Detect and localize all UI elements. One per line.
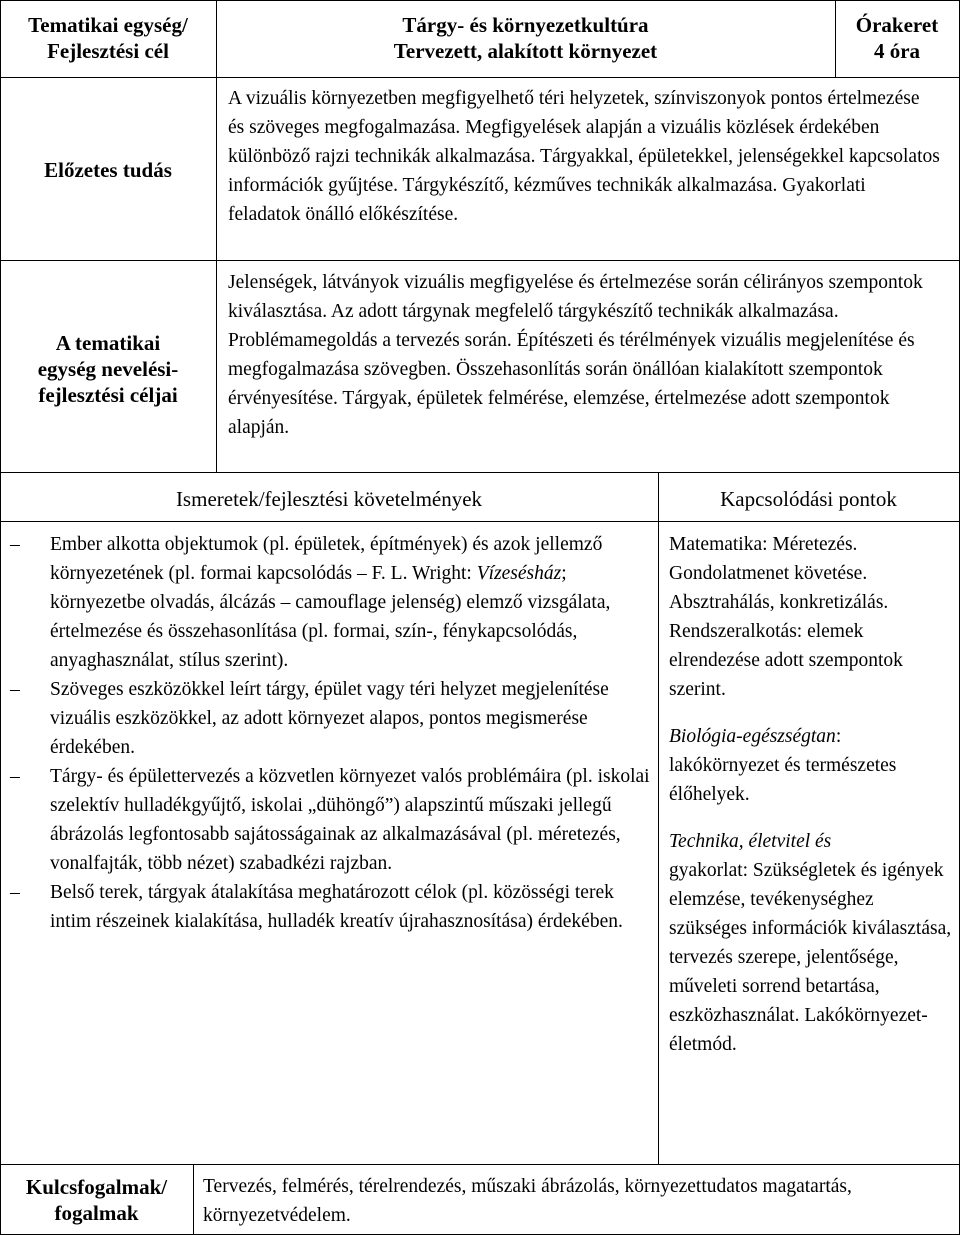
links-block-math: Matematika: Méretezés. Gondolatmenet követése. Absztrahálás, konkretizálás. Rendszeralkotás: elemek elrendezése adott szempontok szerint. [669,534,903,700]
keywords-text: Tervezés, felmérés, térelrendezés, műszaki ábrázolás, környezettudatos magatartás, környezetvédelem. [203,1176,852,1226]
header-unit-line1: Tematikai egység/ [28,13,188,37]
col-divider-keywords [193,1164,194,1235]
prior-text: A vizuális környezetben megfigyelhető téri helyzetek, színviszonyok pontos értelmezése és szöveges megfogalmazása. Megfigyelések alapján a vizuális közlések érdekében különböző rajzi technikák alkalmazása. Tárgyakkal, épületekkel, jelenségekkel kapcsolatos információk gyűjtése. Tárgykészítő, kézműves technikák alkalmazása. Gyakorlati feladatok önálló előkészítése. [228,88,940,225]
row-divider-goals [0,472,960,473]
header-hours-line1: Órakeret [855,13,939,37]
row-divider-keywords [0,1164,960,1165]
requirements-list [10,530,652,936]
goals-label [0,330,216,408]
dash-bullet: – [10,882,20,903]
goals-text: Jelenségek, látványok vizuális megfigyelése és értelmezése során célirányos szempontok kiválasztása. Az adott tárgynak megfelelő tárgykészítő technikák alkalmazása. Problémamegoldás a tervezés során. Építészeti és térélmények vizuális megjelenítése és megfogalmazása szövegben. Összehasonlítás során önállóan kialakított szempontok érvényesítése. Tárgyak, épületek felmérése, elemzése, értelmezése adott szempontok alapján. [228,272,923,438]
keywords-label [0,1174,193,1226]
links-content [669,530,953,1059]
header-unit-line2: Fejlesztési cél [47,39,169,63]
goals-label-line3: fejlesztési céljai [38,383,178,407]
keywords-label-line2: fogalmak [54,1201,139,1225]
header-hours-cell [835,12,959,64]
links-block-technology: Technika, életvitel és gyakorlat: Szükségletek és igények elemzése, tevékenységhez szükséges információk kiválasztása, tervezés szerepe, jelentősége, műveleti sorrend betartása, eszközhasználat. Lakókörnyezet-életmód. [669,831,952,1055]
requirement-item: – Ember alkotta objektumok (pl. épületek, építmények) és azok jellemző környezetének (pl. formai kapcsolódás – F. L. Wright: Vízesésház; környezetbe olvadás, álcázás – camouflage jelenség) elemző vizsgálata, értelmezése és összehasonlítása (pl. formai, szín-, fénykapcsolódás, anyaghasználat, stílus szerint). [10,530,652,675]
italic-title: Vízesésház [476,563,562,584]
table-border-left [0,0,1,1235]
goals-label-line1: A tematikai [55,331,161,355]
row-divider-requirements-heading [0,521,960,522]
header-subject-line2: Tervezett, alakított környezet [393,39,658,63]
header-hours-line2: 4 óra [873,39,921,63]
requirement-item: – Belső terek, tárgyak átalakítása meghatározott célok (pl. közösségi terek intim részeinek kialakítása, hulladék kreatív újrahasznosítása) érdekében. [10,878,652,936]
keywords-label-line1: Kulcsfogalmak/ [25,1175,168,1199]
row-divider-header [0,77,960,78]
prior-label: Előzetes tudás [44,158,172,182]
dash-bullet: – [10,679,20,700]
links-block-biology: Biológia-egészségtan: lakókörnyezet és természetes élőhelyek. [669,726,897,805]
row-divider-prior [0,260,960,261]
table-border-top [0,0,960,1]
goals-label-line2: egység nevelési- [37,357,179,381]
header-unit-cell [0,12,216,64]
col-divider-links [658,472,659,1164]
col-divider-label [216,0,217,472]
links-heading: Kapcsolódási pontok [720,487,897,511]
dash-bullet: – [10,766,20,787]
requirement-item: – Szöveges eszközökkel leírt tárgy, épület vagy téri helyzet megjelenítése vizuális eszközökkel, az adott környezet alapos, pontos megismerése érdekében. [10,675,652,762]
header-subject-cell [216,12,835,64]
requirement-item: – Tárgy- és épülettervezés a közvetlen környezet valós problémáira (pl. iskolai szelektív hulladékgyűjtő, iskolai „dühöngő”) alapszintű műszaki jellegű ábrázolás legfontosabb sajátosságainak az alkalmazásával (pl. méretezés, vonalfajták, több nézet) szabadkézi rajzban. [10,762,652,878]
dash-bullet: – [10,534,20,555]
requirements-heading: Ismeretek/fejlesztési követelmények [175,487,483,511]
header-subject-line1: Tárgy- és környezetkultúra [402,13,649,37]
